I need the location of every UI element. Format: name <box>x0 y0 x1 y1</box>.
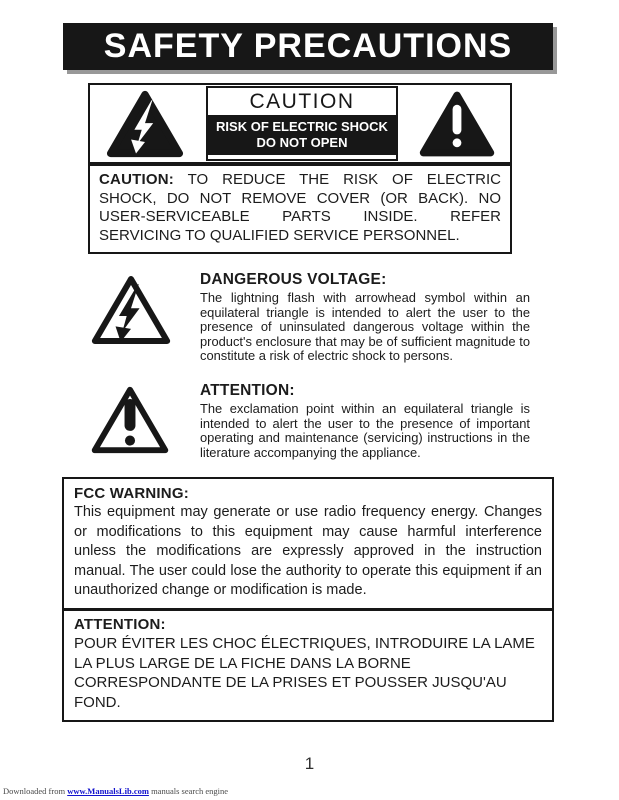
lightning-bolt-outline-triangle-icon <box>88 272 174 348</box>
risk-line-1: RISK OF ELECTRIC SHOCK <box>216 119 388 134</box>
lightning-bolt-triangle-icon <box>103 88 187 160</box>
dangerous-voltage-section <box>88 270 530 364</box>
exclamation-triangle-icon <box>417 88 497 160</box>
watermark-prefix: Downloaded from <box>3 786 66 796</box>
manualslib-link[interactable]: www.ManualsLib.com <box>67 786 149 796</box>
risk-line-2: DO NOT OPEN <box>256 135 348 150</box>
caution-text-box <box>88 164 512 254</box>
dangerous-voltage-heading: DANGEROUS VOLTAGE: <box>200 271 387 288</box>
attention-text <box>200 381 530 460</box>
attention-section <box>88 381 530 460</box>
dangerous-voltage-body: The lightning flash with arrowhead symbol within an equilateral triangle is intended to alert the user to the presence of uninsulated dangerous voltage within the product's enclosure that may be of sufficient magnitude to constitute a risk of electric shock to persons. <box>200 290 530 363</box>
attention-french-heading: ATTENTION: <box>74 616 166 633</box>
watermark-suffix: manuals search engine <box>151 786 229 796</box>
page-number: 1 <box>304 754 315 773</box>
attention-french-box <box>62 608 554 722</box>
fcc-warning-body: This equipment may generate or use radio frequency energy. Changes or modifications to this equipment may cause harmful interference unless the modifications are expressly approved in the instruction manual. The user could lose the authority to operate this equipment if an unauthorized change or modification is made. <box>74 504 542 598</box>
watermark <box>3 786 228 796</box>
caution-body: TO REDUCE THE RISK OF ELECTRIC SHOCK, DO NOT REMOVE COVER (OR BACK). NO USER-SERVICEABLE PARTS INSIDE. REFER SERVICING TO QUALIFIED SERVICE PERSONNEL. <box>99 171 501 244</box>
caution-label-text: CAUTION <box>249 90 355 113</box>
attention-french-body: POUR ÉVITER LES CHOC ÉLECTRIQUES, INTRODUIRE LA LAME LA PLUS LARGE DE LA FICHE DANS LA BORNE CORRESPONDANTE DE LA PRISES ET POUSSER JUSQU'AU FOND. <box>74 635 535 711</box>
fcc-warning-box <box>62 477 554 611</box>
dangerous-voltage-icon-wrap <box>88 270 200 364</box>
attention-body: The exclamation point within an equilateral triangle is intended to alert the user to the presence of important operating and maintenance (servicing) instructions in the literature accompanying the appliance. <box>200 401 530 460</box>
caution-lead: CAUTION: <box>99 171 174 188</box>
page-title: SAFETY PRECAUTIONS <box>63 23 553 70</box>
exclamation-outline-triangle-icon <box>88 383 172 457</box>
shock-warning-panel <box>88 83 512 164</box>
risk-warning-text <box>208 115 396 155</box>
attention-icon-wrap <box>88 381 200 460</box>
fcc-warning-heading: FCC WARNING: <box>74 485 189 502</box>
caution-label-box <box>206 86 398 161</box>
dangerous-voltage-text <box>200 270 530 364</box>
attention-heading: ATTENTION: <box>200 382 295 399</box>
